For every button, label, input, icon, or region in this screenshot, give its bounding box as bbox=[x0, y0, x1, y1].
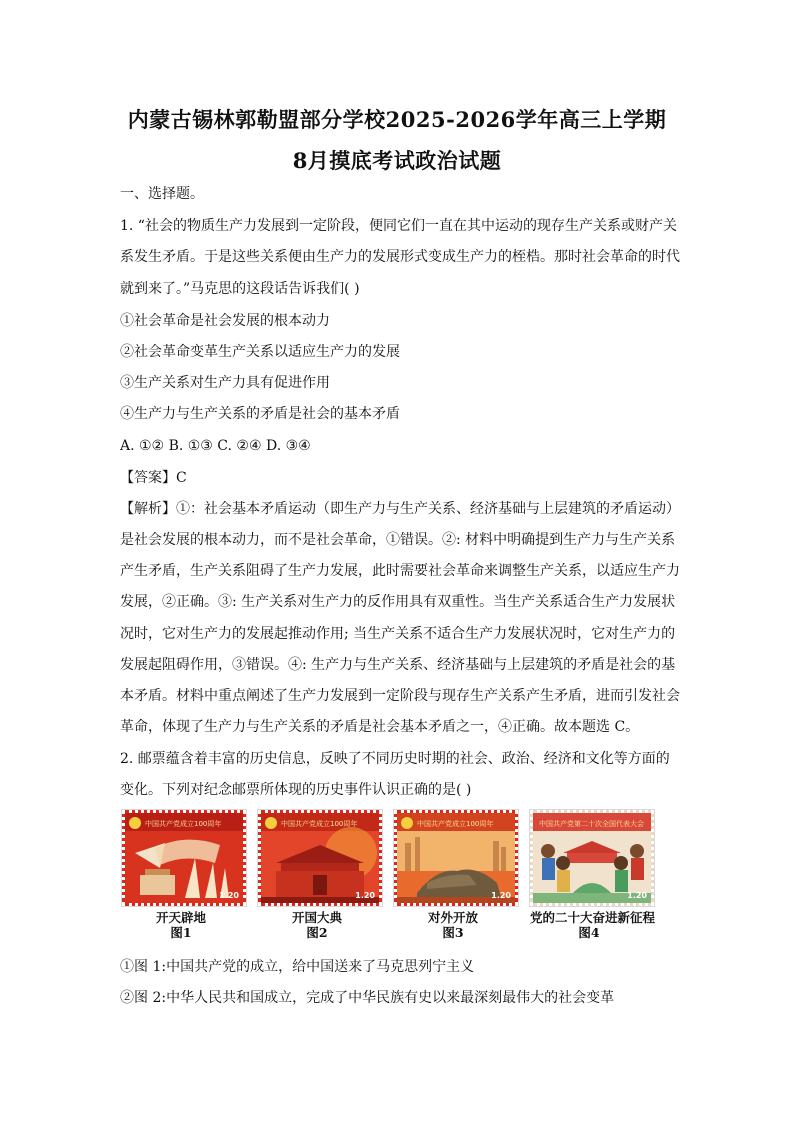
q1-analysis-line: 【解析】①：社会基本矛盾运动（即生产力与生产关系、经济基础与上层建筑的矛盾运动） bbox=[120, 501, 680, 517]
q1-analysis-line: 革命，体现了生产力与生产关系的矛盾是社会基本矛盾之一，④正确。故本题选 C。 bbox=[120, 719, 640, 735]
q1-option: ③生产关系对生产力具有促进作用 bbox=[120, 375, 330, 391]
q1-analysis-line: 发展起阻碍作用，③错误。④: 生产力与生产关系、经济基础与上层建筑的矛盾是社会的基 bbox=[120, 657, 676, 673]
stamp-1 bbox=[122, 810, 240, 940]
q1-analysis-line: 况时，它对生产力的发展起推动作用; 当生产关系不适合生产力发展状况时，它对生产力的 bbox=[120, 626, 676, 642]
q1-stem-line: 系发生矛盾。于是这些关系便由生产力的发展形式变成生产力的桎梏。那时社会革命的时代 bbox=[120, 249, 680, 265]
stamp-figure-group bbox=[120, 810, 680, 940]
q1-analysis-line: 发展，②正确。③: 生产关系对生产力的反作用具有双重性。当生产关系适合生产力发展状 bbox=[120, 594, 676, 610]
q1-stem-line: 1. “社会的物质生产力发展到一定阶段，便同它们一直在其中运动的现存生产关系或财产关 bbox=[120, 218, 677, 234]
q2-stem-line: 2. 邮票蕴含着丰富的历史信息，反映了不同历史时期的社会、政治、经济和文化等方面的 bbox=[120, 751, 670, 767]
stamp-1-band: 中国共产党成立100周年 bbox=[145, 820, 222, 828]
q1-choices: A. ①② B. ①③ C. ②④ D. ③④ bbox=[120, 438, 311, 454]
stamp-4-value: 1.20 bbox=[627, 891, 647, 900]
q2-option: ②图 2:中华人民共和国成立，完成了中华民族有史以来最深刻最伟大的社会变革 bbox=[120, 990, 615, 1006]
stamp-3-caption: 对外开放 bbox=[427, 910, 478, 925]
paper-title-line1: 内蒙古锡林郭勒盟部分学校2025-2026学年高三上学期 bbox=[127, 107, 667, 132]
q2-stem-line: 变化。下列对纪念邮票所体现的历史事件认识正确的是( ) bbox=[120, 782, 472, 798]
stamp-3-image bbox=[394, 810, 518, 906]
stamp-2-image bbox=[258, 810, 382, 906]
party-emblem-icon bbox=[401, 817, 413, 829]
stamp-1-figure-label: 图1 bbox=[170, 925, 192, 940]
stamp-2-value: 1.20 bbox=[355, 891, 375, 900]
party-emblem-icon bbox=[129, 817, 141, 829]
stamp-1-caption: 开天辟地 bbox=[155, 910, 206, 925]
stamp-4-image bbox=[530, 810, 654, 906]
stamp-3-band: 中国共产党成立100周年 bbox=[417, 820, 494, 828]
q1-stem-line: 就到来了。”马克思的这段话告诉我们( ) bbox=[120, 281, 360, 297]
stamp-1-value: 1.20 bbox=[219, 891, 239, 900]
q1-analysis-line: 是社会发展的根本动力，而不是社会革命，①错误。②: 材料中明确提到生产力与生产关系 bbox=[120, 532, 676, 548]
q1-option: ②社会革命变革生产关系以适应生产力的发展 bbox=[120, 344, 400, 360]
stamp-3-figure-label: 图3 bbox=[442, 925, 464, 940]
stamp-4-figure-label: 图4 bbox=[578, 925, 600, 940]
stamp-2 bbox=[258, 810, 376, 940]
stamp-4-caption: 党的二十大奋进新征程 bbox=[530, 910, 656, 925]
q1-option: ①社会革命是社会发展的根本动力 bbox=[120, 313, 330, 329]
stamp-4 bbox=[530, 810, 656, 940]
stamp-4-band: 中国共产党第二十次全国代表大会 bbox=[539, 820, 644, 828]
stamp-2-figure-label: 图2 bbox=[306, 925, 328, 940]
stamp-3 bbox=[394, 810, 512, 940]
paper-title-line2: 8月摸底考试政治试题 bbox=[292, 148, 502, 173]
section-heading: 一、选择题。 bbox=[120, 186, 204, 202]
stamp-2-band: 中国共产党成立100周年 bbox=[281, 820, 358, 828]
stamp-1-image bbox=[122, 810, 246, 906]
party-emblem-icon bbox=[265, 817, 277, 829]
q1-analysis-line: 本矛盾。材料中重点阐述了生产力发展到一定阶段与现存生产关系产生矛盾，进而引发社会 bbox=[120, 688, 680, 704]
stamp-2-caption: 开国大典 bbox=[291, 910, 342, 925]
q2-option: ①图 1:中国共产党的成立，给中国送来了马克思列宁主义 bbox=[120, 959, 475, 975]
q1-answer: 【答案】C bbox=[120, 470, 187, 486]
stamp-3-value: 1.20 bbox=[491, 891, 511, 900]
q1-option: ④生产力与生产关系的矛盾是社会的基本矛盾 bbox=[120, 406, 400, 422]
q1-analysis-line: 产生矛盾，生产关系阻碍了生产力发展，此时需要社会革命来调整生产关系，以适应生产力 bbox=[120, 563, 680, 579]
